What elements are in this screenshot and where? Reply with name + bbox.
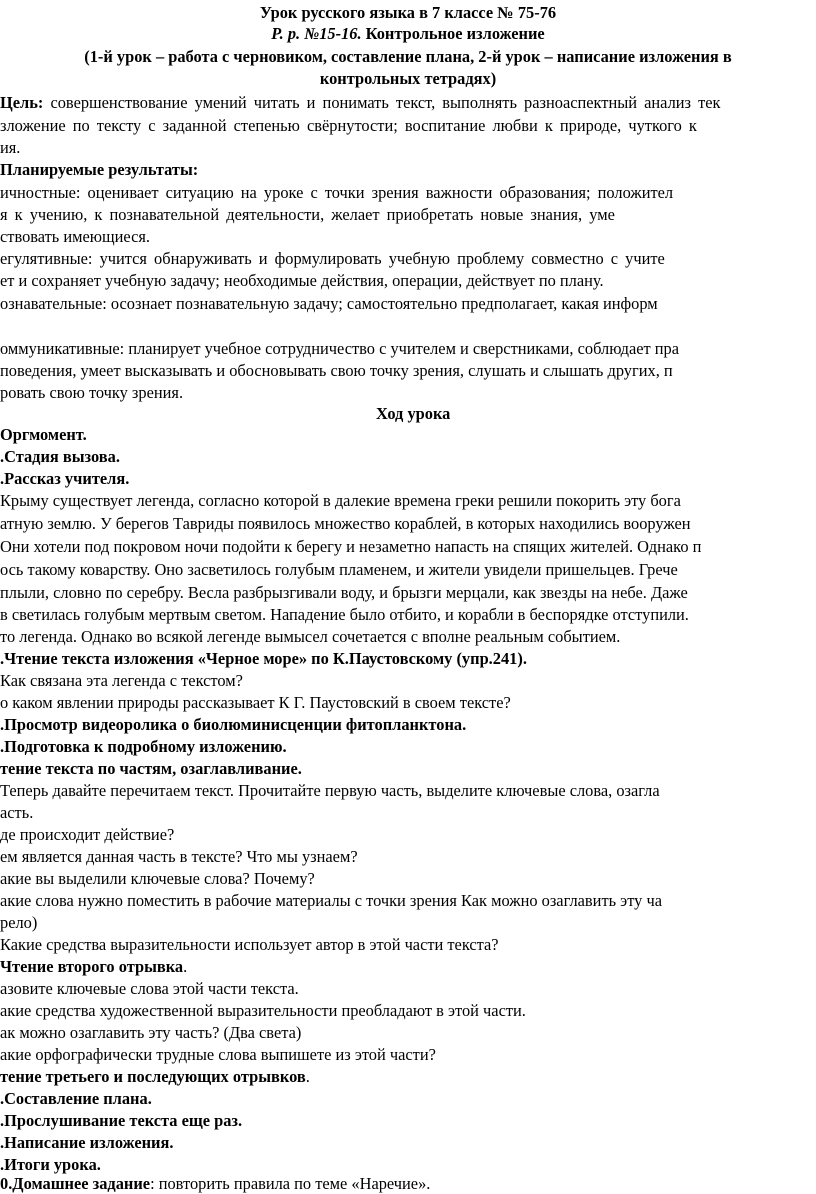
results-line: я к учению, к познавательной деятельности, желает приобретать новые знания, уме [0, 205, 615, 224]
results-line: ствовать имеющиеся. [0, 227, 151, 246]
lesson-step [0, 957, 187, 977]
lesson-step: .Подготовка к подробному изложению. [0, 737, 287, 756]
story-line: Крыму существует легенда, согласно которой в далекие времена греки решили покорить эту бога [0, 491, 681, 510]
lesson-step: .Стадия вызова. [0, 447, 120, 466]
lesson-step: .Просмотр видеоролика о биолюминисценции фитопланктона. [0, 715, 467, 734]
question-line: о каком явлении природы рассказывает К Г. Паустовский в своем тексте? [0, 693, 511, 712]
question-line: де происходит действие? [0, 825, 175, 844]
lesson-step [0, 1067, 310, 1087]
question-line: Как связана эта легенда с текстом? [0, 671, 243, 690]
lesson-description-line: контрольных тетрадях) [319, 69, 497, 88]
step-dot: . [305, 1067, 310, 1086]
goal-text: совершенствование умений читать и понимать текст, выполнять разноаспектный анализ тек [43, 93, 721, 112]
story-line: ось такому коварству. Оно засветилось голубым пламенем, и жители увидели пришельцев. Грече [0, 560, 678, 579]
results-line: ет и сохраняет учебную задачу; необходимые действия, операции, действует по плану. [0, 271, 604, 290]
instruction-line: асть. [0, 803, 34, 822]
results-line: ровать свою точку зрения. [0, 383, 184, 402]
homework-label: 0.Домашнее задание [0, 1174, 151, 1193]
lesson-heading: Ход урока [376, 404, 451, 423]
homework-line [0, 1174, 430, 1194]
homework-text: : повторить правила по теме «Наречие». [150, 1174, 431, 1193]
subtitle-text: Контрольное изложение [361, 24, 545, 43]
lesson-step: .Прослушивание текста еще раз. [0, 1111, 243, 1130]
goal-line: зложение по тексту с заданной степенью свёрнутости; воспитание любви к природе, чуткого к [0, 116, 697, 135]
step-text: Чтение второго отрывка [0, 957, 184, 976]
lesson-step: .Написание изложения. [0, 1133, 174, 1152]
results-line: ичностные: оценивает ситуацию на уроке с точки зрения важности образования; положител [0, 183, 674, 202]
lesson-step: .Рассказ учителя. [0, 469, 130, 488]
question-line: акие орфографически трудные слова выпишете из этой части? [0, 1045, 436, 1064]
question-line: ем является данная часть в тексте? Что мы узнаем? [0, 847, 358, 866]
question-line: акие вы выделили ключевые слова? Почему? [0, 869, 315, 888]
goal-label: Цель: [0, 93, 44, 112]
question-line: рело) [0, 913, 38, 932]
results-heading: Планируемые результаты: [0, 160, 199, 179]
lesson-description-line: (1-й урок – работа с черновиком, составление плана, 2-й урок – написание изложения в [84, 47, 732, 66]
story-line: Они хотели под покровом ночи подойти к берегу и незаметно напасть на спящих жителей. Однако п [0, 537, 702, 556]
story-line: плыли, словно по серебру. Весла разбрызгивали воду, и брызги мерцали, как звезды на небе. Даже [0, 583, 688, 602]
question-line: Какие средства выразительности использует автор в этой части текста? [0, 935, 499, 954]
lesson-step: Оргмомент. [0, 425, 87, 444]
lesson-title: Урок русского языка в 7 классе № 75-76 [259, 3, 557, 22]
results-line: егулятивные: учится обнаруживать и формулировать учебную проблему совместно с учите [0, 249, 665, 268]
lesson-step: тение текста по частям, озаглавливание. [0, 759, 302, 778]
lesson-step: .Итоги урока. [0, 1155, 101, 1174]
lesson-step: .Чтение текста изложения «Черное море» по К.Паустовскому (упр.241). [0, 649, 527, 668]
step-text: тение третьего и последующих отрывков [0, 1067, 306, 1086]
story-line: атную землю. У берегов Тавриды появилось множество кораблей, в которых находились вооружен [0, 514, 691, 533]
story-line: в светилась голубым мертвым светом. Нападение было отбито, и корабли в беспорядке отступили. [0, 605, 689, 624]
question-line: ак можно озаглавить эту часть? (Два света) [0, 1023, 302, 1042]
results-line: оммуникативные: планирует учебное сотрудничество с учителем и сверстниками, соблюдает пра [0, 339, 679, 358]
story-line: то легенда. Однако во всякой легенде вымысел сочетается с вполне реальным событием. [0, 627, 621, 646]
results-line: поведения, умеет высказывать и обосновывать свою точку зрения, слушать и слышать других, п [0, 361, 673, 380]
lesson-subtitle [0, 24, 816, 44]
instruction-line: Теперь давайте перечитаем текст. Прочитайте первую часть, выделите ключевые слова, озагла [0, 781, 660, 800]
question-line: акие слова нужно поместить в рабочие материалы с точки зрения Как можно озаглавить эту ча [0, 891, 662, 910]
results-line: ознавательные: осознает познавательную задачу; самостоятельно предполагает, какая информ [0, 294, 658, 313]
question-line: азовите ключевые слова этой части текста. [0, 979, 299, 998]
lesson-step: .Составление плана. [0, 1089, 152, 1108]
subtitle-code: Р. р. №15-16. [271, 24, 362, 43]
goal-line [0, 93, 721, 113]
question-line: акие средства художественной выразительности преобладают в этой части. [0, 1001, 526, 1020]
goal-line: ия. [0, 138, 21, 157]
step-dot: . [183, 957, 188, 976]
